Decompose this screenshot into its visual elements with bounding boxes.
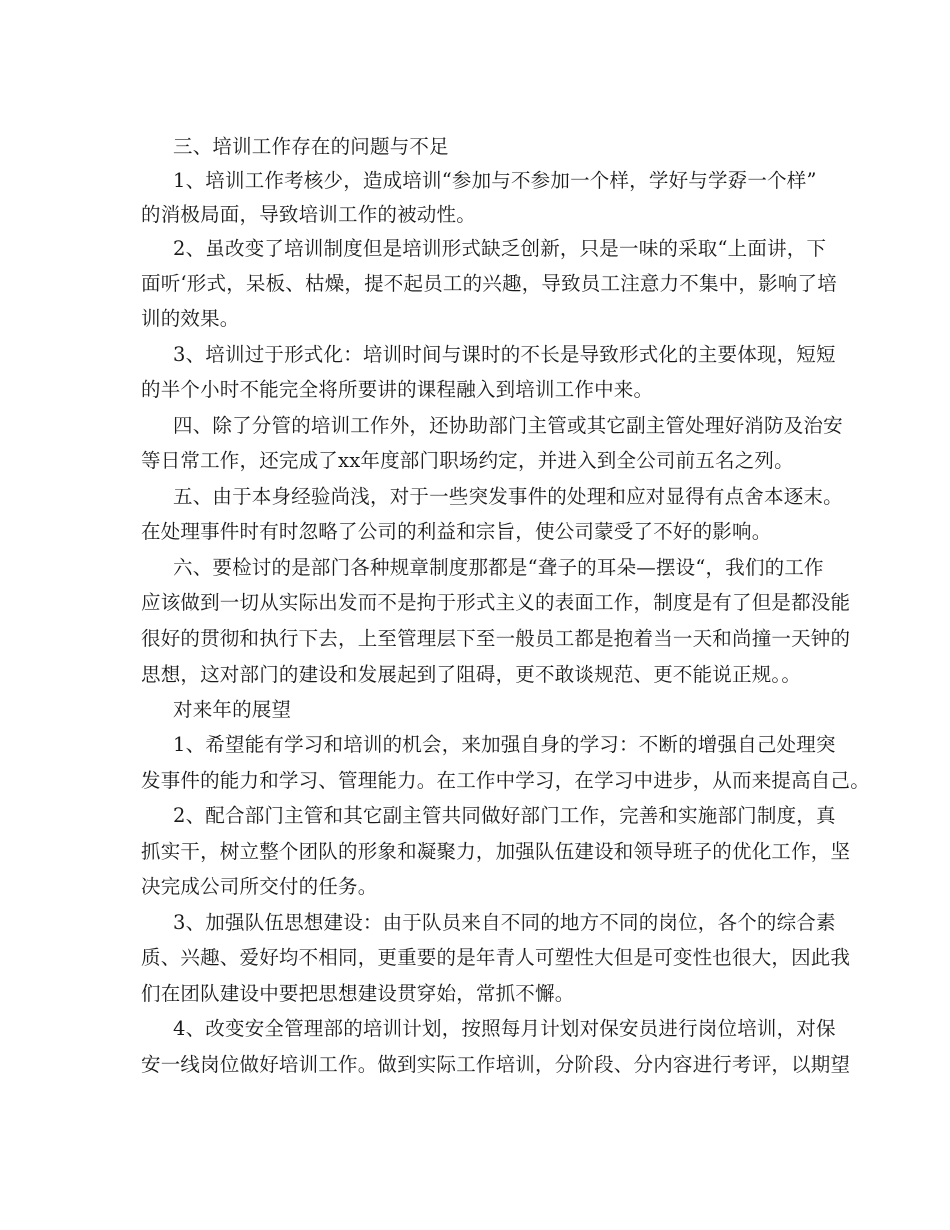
paragraph-line: 训的效果。 [141,307,240,330]
paragraph-line: 3、加强队伍思想建设：由于队员来自不同的地方不同的岗位，各个的综合素 [173,911,836,934]
paragraph-line: 1、培训工作考核少，造成培训“参加与不参加一个样，学好与学孬一个样” [173,169,817,192]
paragraph-line: 4、改变安全管理部的培训计划，按照每月计划对保安员进行岗位培训，对保 [173,1017,836,1040]
paragraph-line: 质、兴趣、爱好均不相同，更重要的是年青人可塑性大但是可变性也很大，因此我 [141,946,851,969]
paragraph-line: 的半个小时不能完全将所要讲的课程融入到培训工作中来。 [141,378,654,401]
paragraph-line: 四、除了分管的培训工作外，还协助部门主管或其它副主管处理好消防及治安 [173,414,843,437]
paragraph-line: 决完成公司所交付的任务。 [141,875,378,898]
paragraph-line: 思想，这对部门的建设和发展起到了阻碍，更不敢谈规范、更不能说正规。。 [141,663,802,686]
paragraph-line: 在处理事件时有时忽略了公司的利益和宗旨，使公司蒙受了不好的影响。 [141,520,772,543]
paragraph-line: 发事件的能力和学习、管理能力。在工作中学习，在学习中进步，从而来提高自己。 [141,769,870,792]
paragraph-line: 抓实干，树立整个团队的形象和凝聚力，加强队伍建设和领导班子的优化工作，坚 [141,840,851,863]
section-heading-problems: 三、培训工作存在的问题与不足 [173,135,449,158]
paragraph-line: 2、虽改变了培训制度但是培训形式缺乏创新，只是一味的采取“上面讲，下 [173,237,827,260]
paragraph-line: 3、培训过于形式化：培训时间与课时的不长是导致形式化的主要体现，短短 [173,343,836,366]
paragraph-line: 很好的贯彻和执行下去，上至管理层下至一般员工都是抱着当一天和尚撞一天钟的 [141,627,851,650]
paragraph-line: 六、要检讨的是部门各种规章制度那都是“聋子的耳朵—摆设“，我们的工作 [173,556,824,579]
paragraph-line: 2、配合部门主管和其它副主管共同做好部门工作，完善和实施部门制度，真 [173,804,836,827]
paragraph-line: 应该做到一切从实际出发而不是拘于形式主义的表面工作，制度是有了但是都没能 [141,591,851,614]
paragraph-line: 五、由于本身经验尚浅，对于一些突发事件的处理和应对显得有点舍本逐末。 [173,485,843,508]
paragraph-line: 们在团队建设中要把思想建设贯穿始，常抓不懈。 [141,982,575,1005]
paragraph-line: 的消极局面，导致培训工作的被动性。 [141,203,476,226]
paragraph-line: 安一线岗位做好培训工作。做到实际工作培训，分阶段、分内容进行考评，以期望 [141,1053,851,1076]
paragraph-line: 等日常工作，还完成了xx年度部门职场约定，并进入到全公司前五名之列。 [141,449,794,472]
paragraph-line: 1、希望能有学习和培训的机会，来加强自身的学习：不断的增强自己处理突 [173,733,836,756]
section-heading-outlook: 对来年的展望 [173,698,292,721]
paragraph-line: 面听‘形式，呆板、枯燥，提不起员工的兴趣，导致员工注意力不集中，影响了培 [141,272,837,295]
